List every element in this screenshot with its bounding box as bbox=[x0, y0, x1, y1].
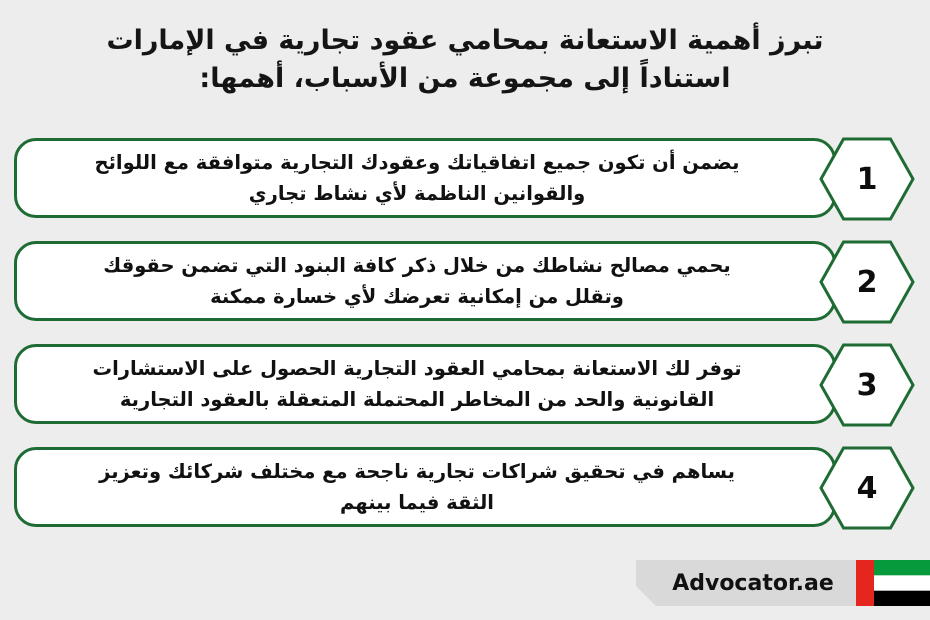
item-text-line-2: القانونية والحد من المخاطر المحتملة المتعقلة بالعقود التجارية bbox=[119, 388, 715, 411]
uae-flag-icon bbox=[856, 560, 930, 606]
item-text-line-2: والقوانين الناظمة لأي نشاط تجاري bbox=[248, 182, 586, 205]
list-item bbox=[14, 239, 916, 325]
list-item bbox=[14, 445, 916, 531]
item-text-box bbox=[14, 447, 836, 527]
title-line-2: استناداً إلى مجموعة من الأسباب، أهمها: bbox=[199, 63, 731, 94]
item-number: 2 bbox=[856, 264, 878, 300]
item-number: 4 bbox=[856, 470, 878, 506]
page-title bbox=[20, 22, 910, 98]
item-text-line-1: يضمن أن تكون جميع اتفاقياتك وعقودك التجارية متوافقة مع اللوائح bbox=[94, 151, 740, 174]
item-text-line-1: يحمي مصالح نشاطك من خلال ذكر كافة البنود التي تضمن حقوقك bbox=[103, 254, 731, 277]
item-text-box bbox=[14, 241, 836, 321]
item-text-line-2: الثقة فيما بينهم bbox=[340, 491, 494, 514]
item-number: 1 bbox=[856, 161, 878, 197]
item-text-line-1: توفر لك الاستعانة بمحامي العقود التجارية الحصول على الاستشارات bbox=[92, 357, 742, 380]
item-text-box bbox=[14, 344, 836, 424]
list-item bbox=[14, 136, 916, 222]
item-number: 3 bbox=[856, 367, 878, 403]
title-line-1: تبرز أهمية الاستعانة بمحامي عقود تجارية في الإمارات bbox=[106, 25, 824, 56]
item-text-line-1: يساهم في تحقيق شراكات تجارية ناجحة مع مختلف شركائك وتعزيز bbox=[99, 460, 735, 483]
list-item bbox=[14, 342, 916, 428]
item-text-box bbox=[14, 138, 836, 218]
item-text-line-2: وتقلل من إمكانية تعرضك لأي خسارة ممكنة bbox=[210, 285, 624, 308]
brand-name[interactable]: Advocator.ae bbox=[672, 570, 834, 596]
